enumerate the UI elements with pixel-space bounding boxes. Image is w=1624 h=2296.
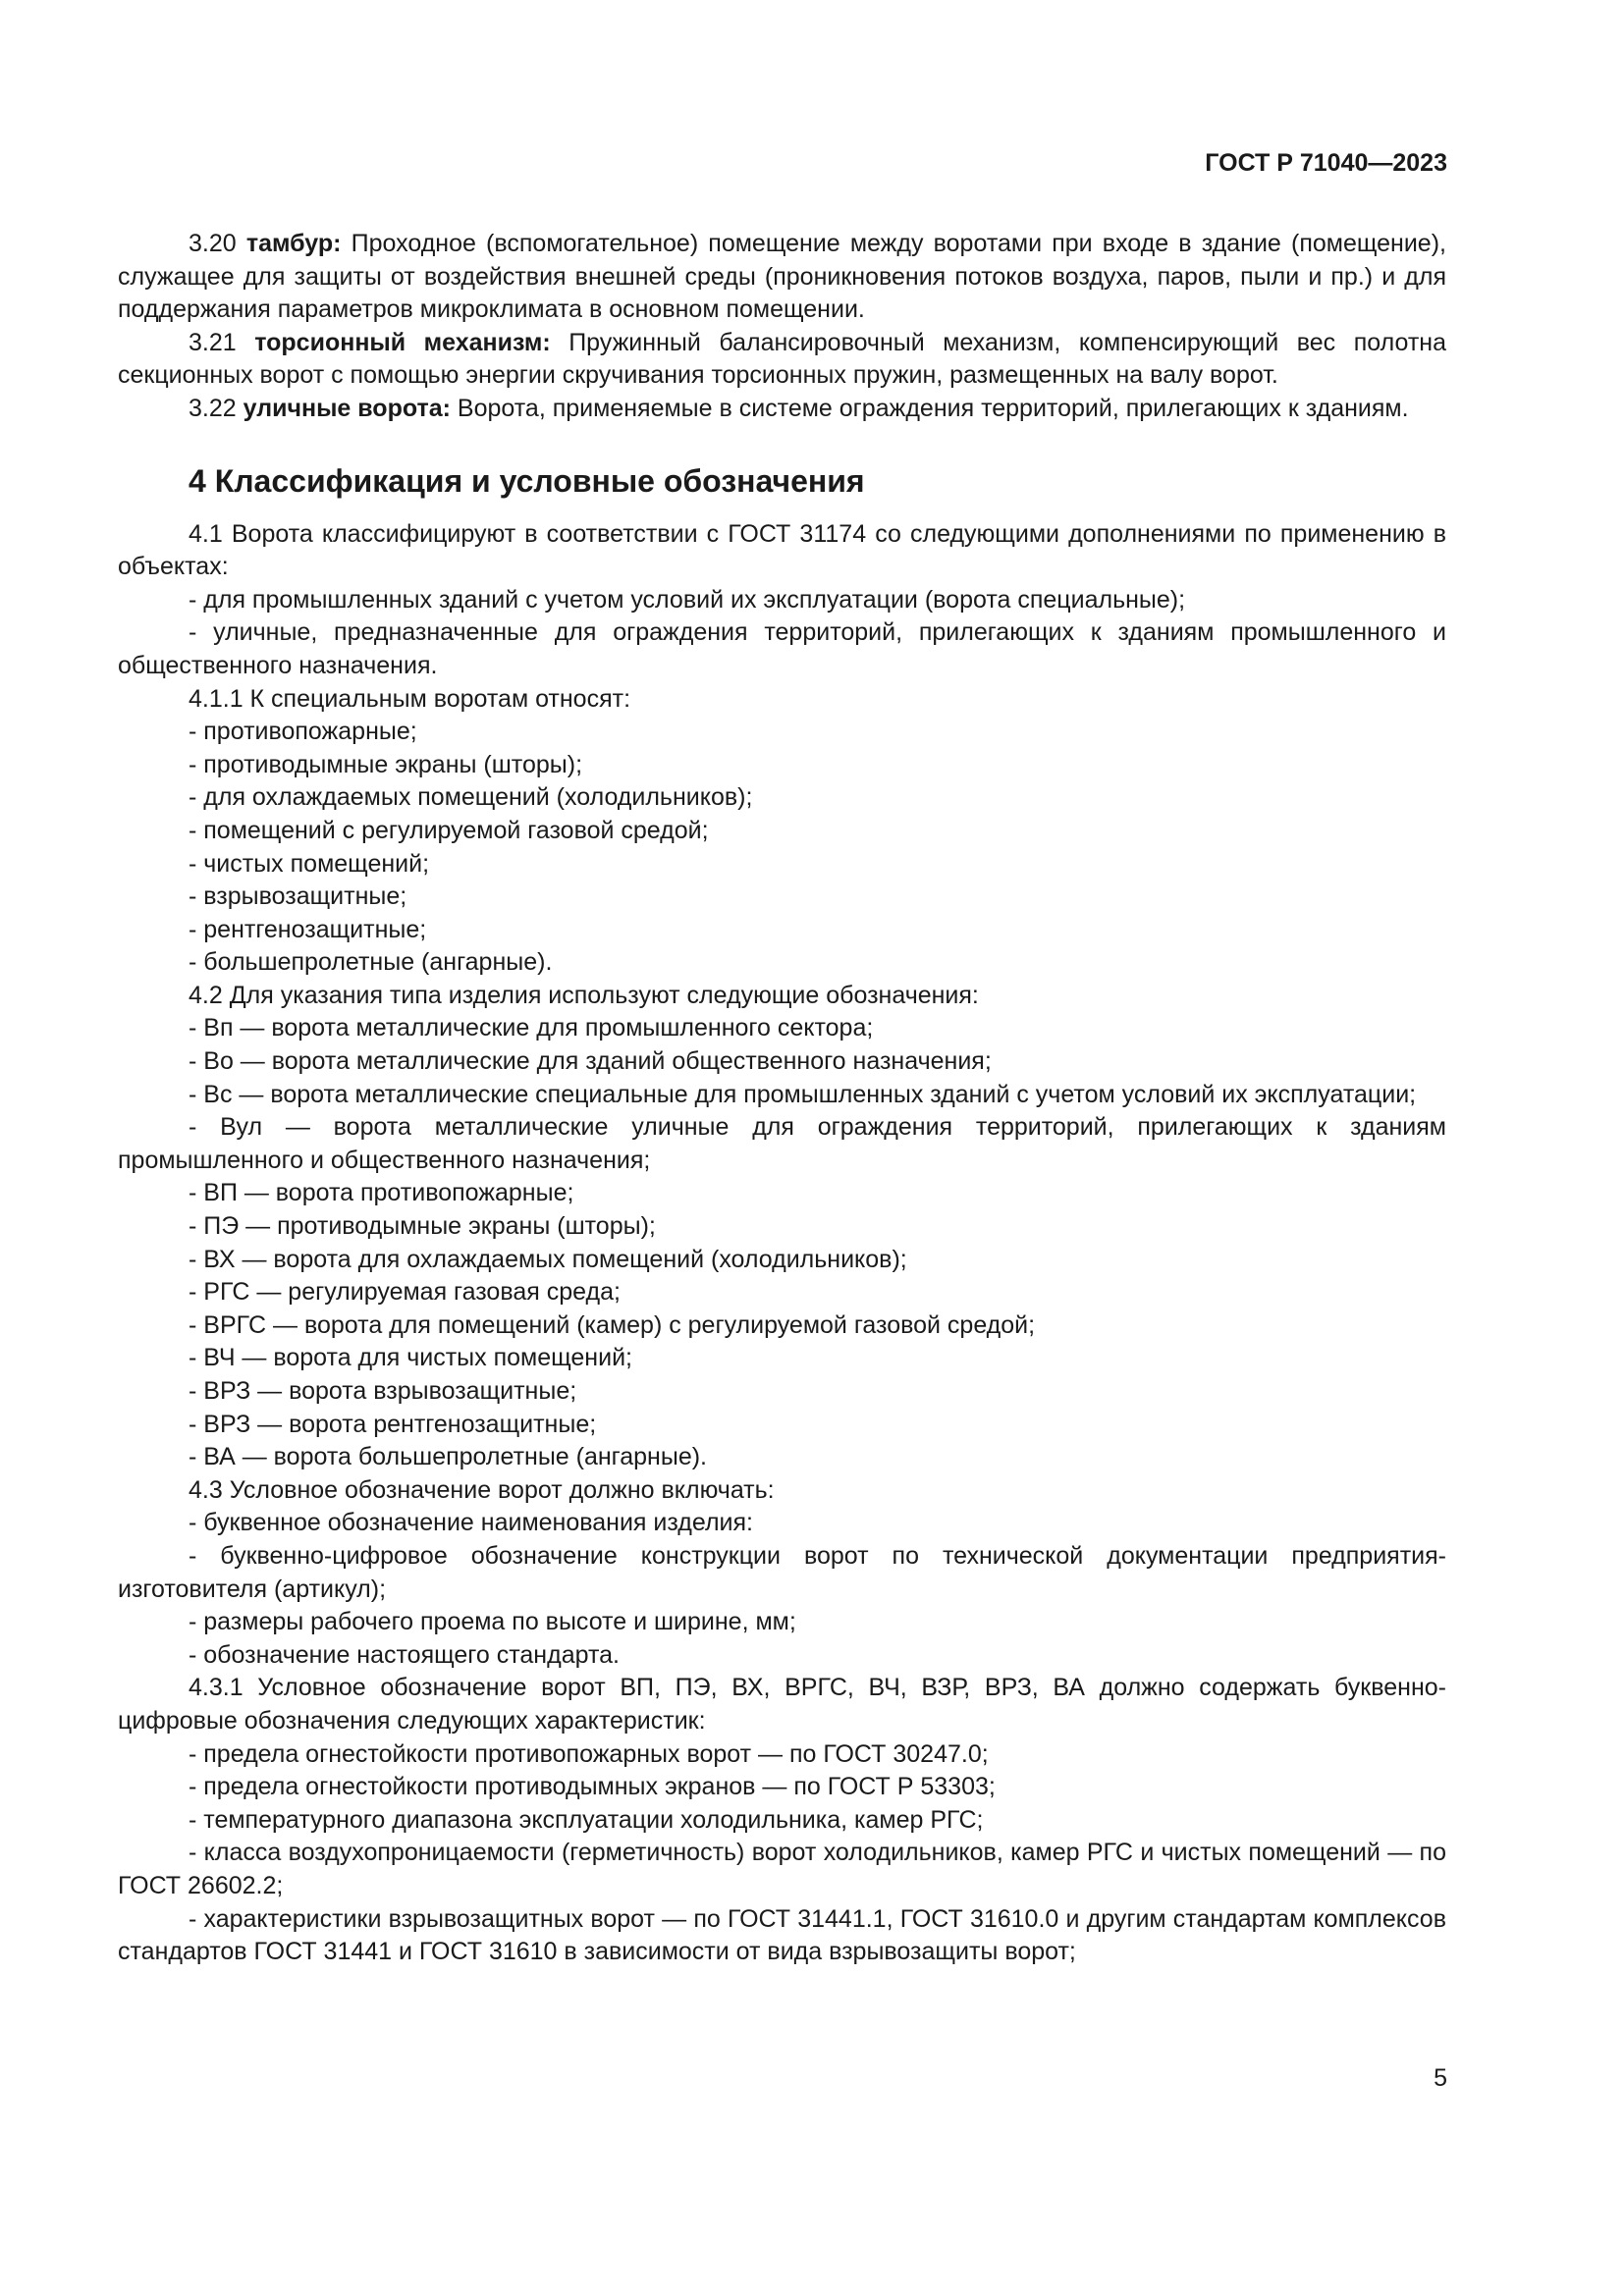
list-item: - противопожарные;: [189, 718, 417, 746]
clause-4-1: 4.1 Ворота классифицируют в соответствии с ГОСТ 31174 со следующими дополнениями по применению в объектах:: [118, 519, 1446, 581]
clause-4-3-1: 4.3.1 Условное обозначение ворот ВП, ПЭ, ВХ, ВРГС, ВЧ, ВЗР, ВРЗ, ВА должно содержать буквенно-цифровые обозначения следующих характеристик:: [118, 1674, 1446, 1735]
list-item: - чистых помещений;: [189, 849, 430, 878]
list-item: - ВХ — ворота для охлаждаемых помещений (холодильников);: [189, 1245, 907, 1273]
section-title: 4 Классификация и условные обозначения: [189, 462, 865, 499]
list-item: - температурного диапазона эксплуатации холодильника, камер РГС;: [189, 1805, 984, 1834]
list-item: - класса воздухопроницаемости (герметичность) ворот холодильников, камер РГС и чистых помещений — по ГОСТ 26602.2;: [118, 1839, 1446, 1899]
list-item: - буквенно-цифровое обозначение конструкции ворот по технической документации предприятия-изготовителя (артикул);: [118, 1541, 1446, 1603]
document-header-code: ГОСТ Р 71040—2023: [1205, 149, 1447, 177]
list-item: - ВА — ворота большепролетные (ангарные).: [189, 1443, 708, 1471]
list-item: - Вул — ворота металлические уличные для ограждения территорий, прилегающих к зданиям промышленного и общественного назначения;: [118, 1113, 1446, 1174]
list-item: - ВП — ворота противопожарные;: [189, 1179, 574, 1207]
list-item: - предела огнестойкости противодымных экранов — по ГОСТ Р 53303;: [189, 1773, 996, 1801]
page-number: 5: [1434, 2064, 1447, 2092]
list-item: - Вп — ворота металлические для промышленного сектора;: [189, 1014, 874, 1042]
list-item: - большепролетные (ангарные).: [189, 948, 553, 977]
list-item: - ВРЗ — ворота взрывозащитные;: [189, 1377, 577, 1405]
list-item: - противодымные экраны (шторы);: [189, 750, 583, 778]
list-item: - Вс — ворота металлические специальные для промышленных зданий с учетом условий их эксплуатации;: [189, 1080, 1417, 1108]
term-definition: Пружинный балансировочный механизм, компенсирующий вес полотна секционных ворот с помощью энергии скручивания торсионных пружин, размещенных на валу ворот.: [118, 328, 1446, 390]
list-item: - характеристики взрывозащитных ворот — по ГОСТ 31441.1, ГОСТ 31610.0 и другим стандартам комплексов стандартов ГОСТ 31441 и ГОСТ 31610 в зависимости от вида взрывозащиты ворот;: [118, 1904, 1446, 1966]
term-3-22: [118, 393, 1446, 426]
list-item: - размеры рабочего проема по высоте и ширине, мм;: [189, 1608, 796, 1636]
list-item: - Во — ворота металлические для зданий общественного назначения;: [189, 1047, 992, 1076]
term-definition: Проходное (вспомогательное) помещение между воротами при входе в здание (помещение), служащее для защиты от воздействия внешней среды (проникновения потоков воздуха, паров, пыли и пр.) и для поддержания параметров микроклимата в основном помещении.: [118, 230, 1446, 324]
list-item: - ВЧ — ворота для чистых помещений;: [189, 1344, 632, 1372]
document-body: [118, 228, 1446, 1969]
list-item: - для охлаждаемых помещений (холодильников);: [189, 783, 753, 812]
list-item: - рентгенозащитные;: [189, 915, 427, 943]
list-item: - предела огнестойкости противопожарных ворот — по ГОСТ 30247.0;: [189, 1739, 989, 1768]
clause-4-3: 4.3 Условное обозначение ворот должно включать:: [189, 1475, 775, 1504]
term-name: торсионный механизм:: [254, 328, 551, 356]
term-number: 3.20: [189, 230, 237, 257]
list-item: - уличные, предназначенные для ограждения территорий, прилегающих к зданиям промышленного и общественного назначения.: [118, 618, 1446, 679]
clause-4-2: 4.2 Для указания типа изделия используют следующие обозначения:: [189, 981, 979, 1009]
term-name: уличные ворота:: [243, 394, 451, 422]
term-name: тамбур:: [245, 230, 342, 257]
list-item: - для промышленных зданий с учетом условий их эксплуатации (ворота специальные);: [189, 585, 1186, 614]
list-item: - взрывозащитные;: [189, 882, 407, 911]
list-item: - ПЭ — противодымные экраны (шторы);: [189, 1212, 656, 1241]
list-item: - ВРЗ — ворота рентгенозащитные;: [189, 1410, 597, 1438]
list-item: - ВРГС — ворота для помещений (камер) с регулируемой газовой средой;: [189, 1310, 1036, 1339]
list-item: - обозначение настоящего стандарта.: [189, 1640, 620, 1669]
list-item: - буквенное обозначение наименования изделия:: [189, 1509, 753, 1537]
clause-4-1-1: 4.1.1 К специальным воротам относят:: [189, 684, 631, 713]
list-item: - помещений с регулируемой газовой средой;: [189, 816, 709, 844]
term-3-20: [118, 228, 1446, 327]
term-number: 3.22: [189, 394, 237, 422]
term-definition: Ворота, применяемые в системе ограждения территорий, прилегающих к зданиям.: [457, 394, 1409, 422]
term-number: 3.21: [189, 328, 237, 356]
list-item: - РГС — регулируемая газовая среда;: [189, 1278, 621, 1307]
term-3-21: [118, 327, 1446, 393]
